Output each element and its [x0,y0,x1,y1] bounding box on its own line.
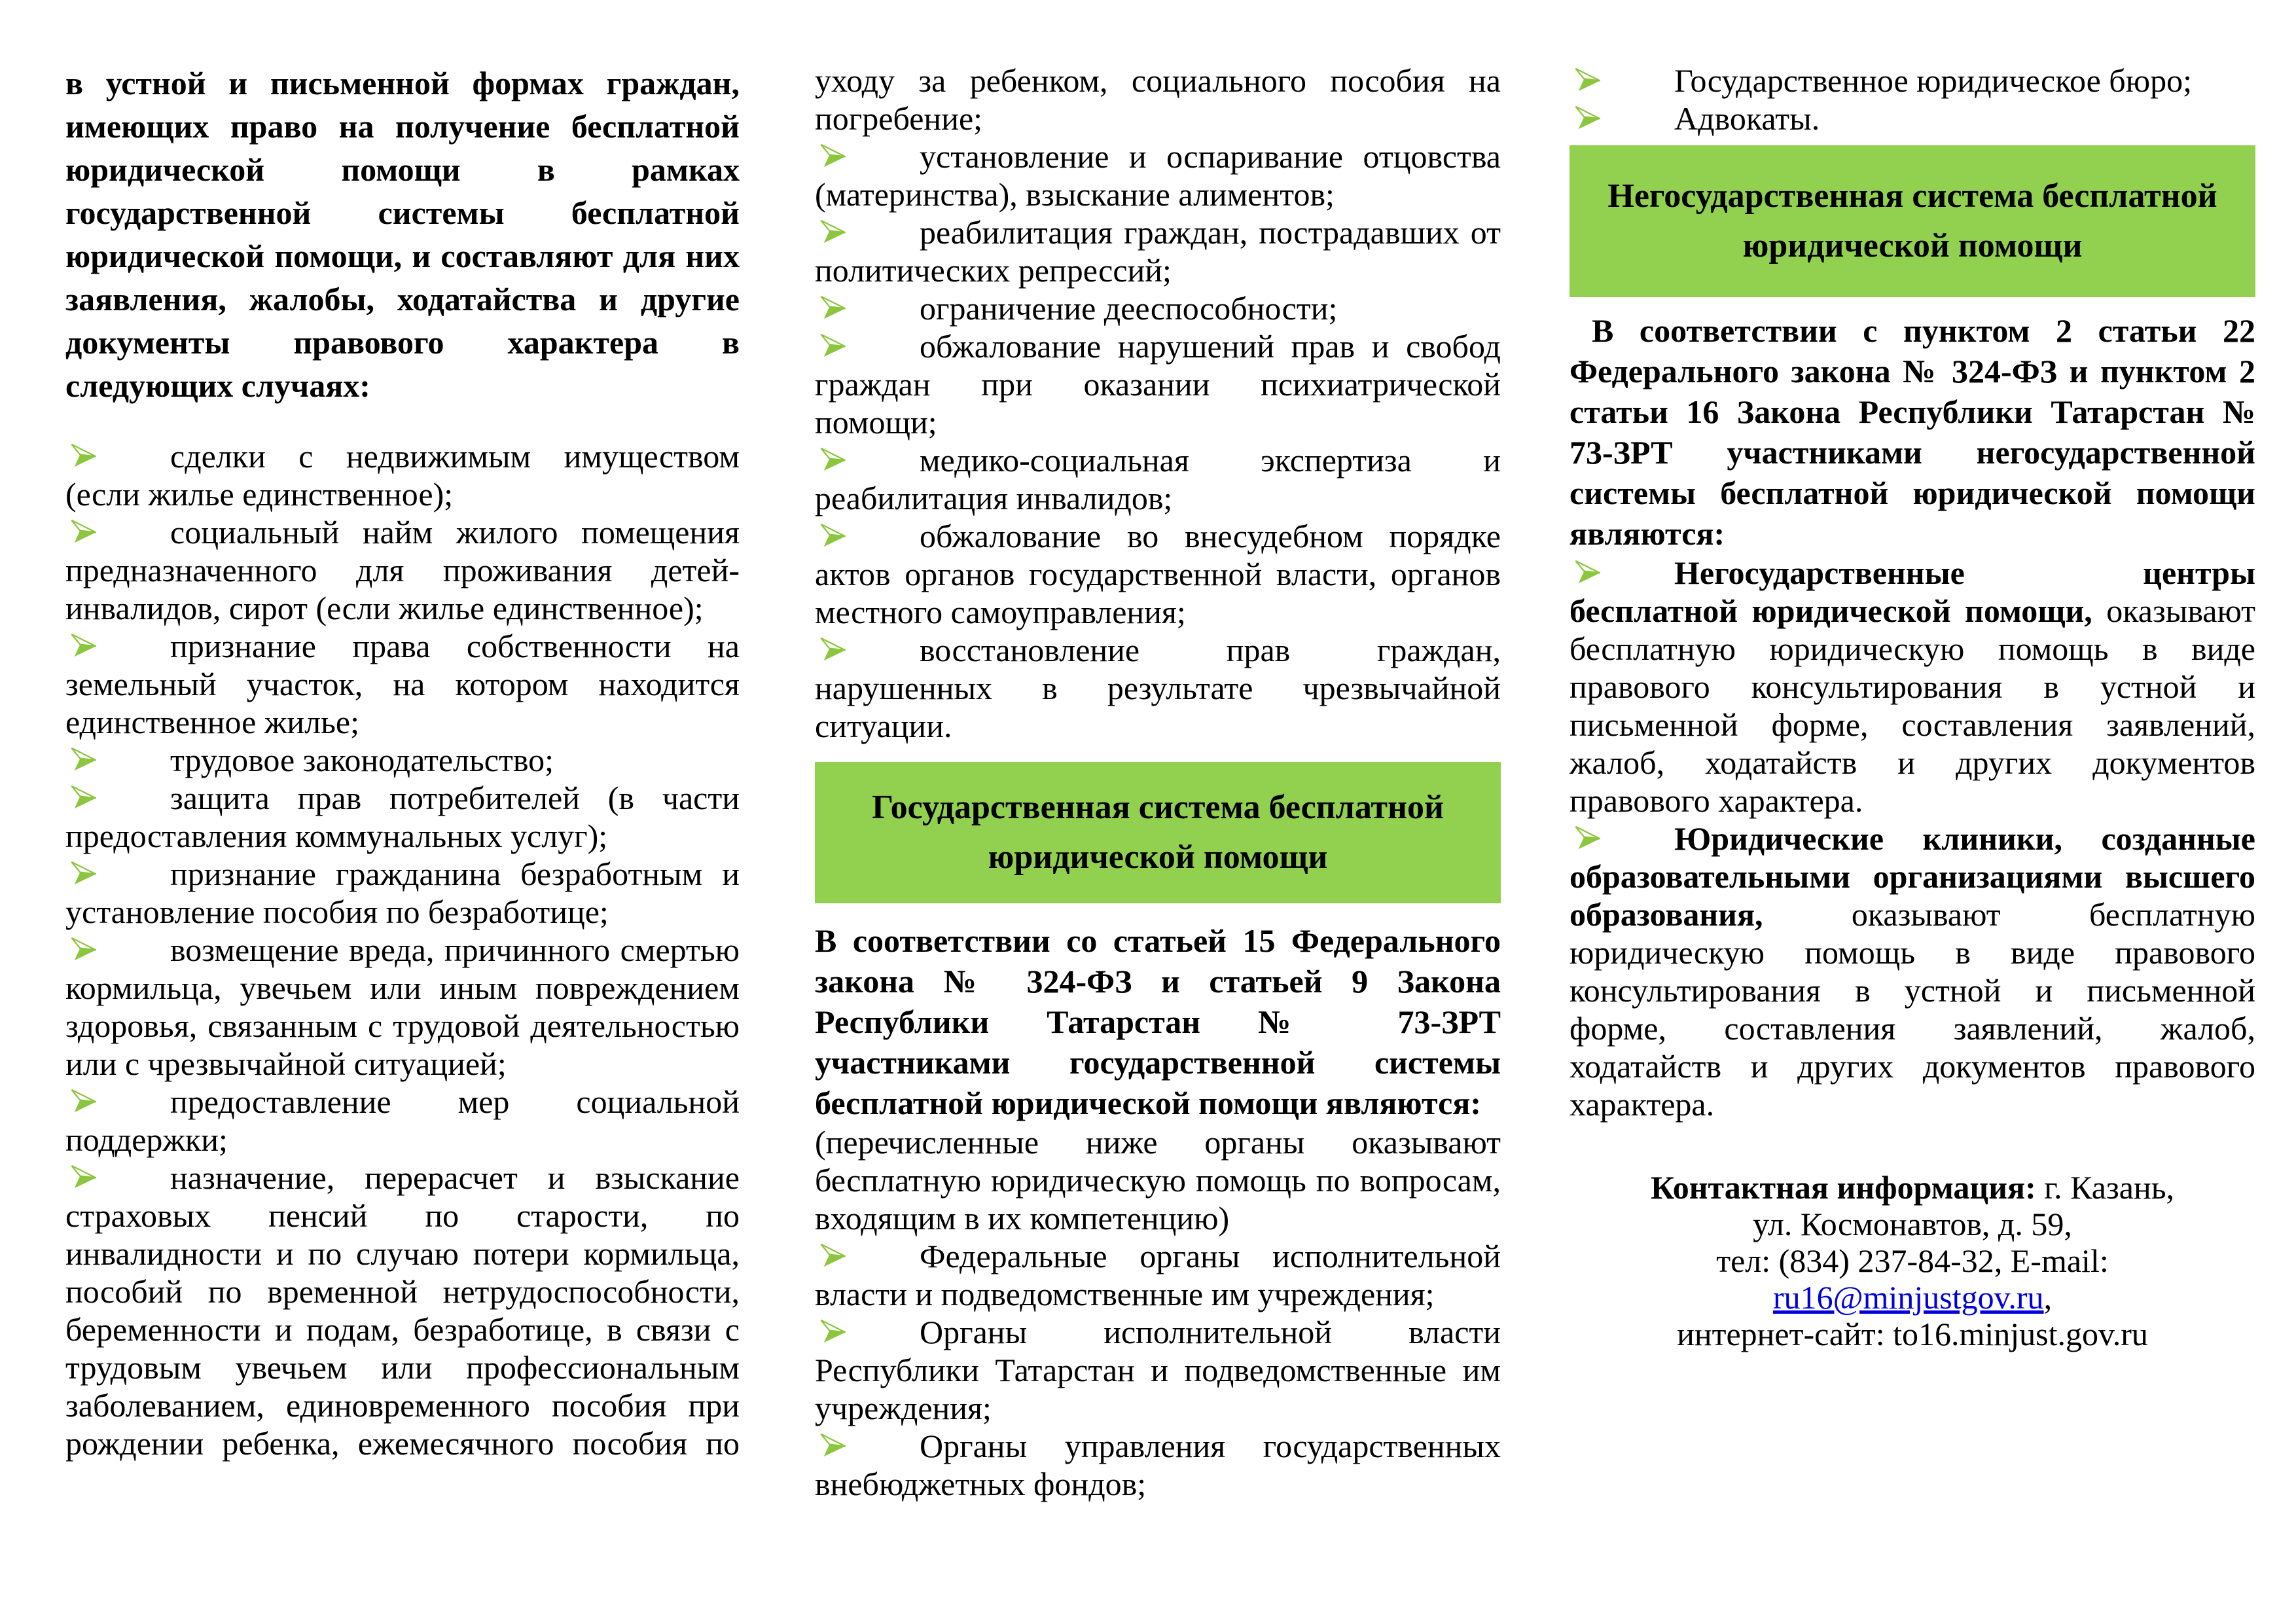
arrow-bullet-icon [819,1318,848,1344]
column-3 [1570,62,2255,1352]
contact-label: Контактная информация: [1650,1169,2036,1206]
bullet-text: медико-социальная экспертиза и реабилитация инвалидов; [815,442,1501,516]
bullet-item [815,327,1501,441]
arrow-bullet-icon [1573,559,1602,585]
arrow-bullet-icon [69,936,98,962]
bullet-item [65,741,740,779]
arrow-bullet-icon [69,1088,98,1114]
contact-line-email [1570,1279,2255,1316]
bullet-item [815,213,1501,289]
email-comma: , [2043,1279,2053,1316]
bullet-item [815,441,1501,517]
continuation-paragraph: уходу за ребенком, социального пособия на погребение; [815,62,1501,137]
bullet-text: Органы исполнительной власти Республики Татарстан и подведомственные им учреждения; [815,1314,1501,1426]
lead-paragraph: в устной и письменной формах граждан, имеющих право на получение бесплатной юридической помощи в рамках государственной системы бесплатной юридической помощи, и составляют для них заявления, жалобы, ходатайства и другие документы правового характера в следующих случаях: [65,65,740,404]
bullet-text: признание права собственности на земельный участок, на котором находится единственное жилье; [65,628,740,740]
bullet-text: обжалование во внесудебном порядке актов органов государственной власти, органов местного самоуправления; [815,518,1501,630]
arrow-bullet-icon [819,143,848,169]
bullet-text: предоставление мер социальной поддержки; [65,1083,740,1158]
bullet-text: реабилитация граждан, пострадавших от политических репрессий; [815,214,1501,289]
bullet-text: оказывают бесплатную юридическую помощь в виде правового консультирования в устной и письменной форме, составления заявлений, жалоб, ходатайств и других документов правового характера. [1570,592,2256,819]
bullet-text: восстановление прав граждан, нарушенных в результате чрезвычайной ситуации. [815,632,1501,744]
bullet-text: трудовое законодательство; [170,742,554,778]
bullet-text: оказывают бесплатную юридическую помощь в виде правового консультирования в устной и письменной форме, составления заявлений, жалоб, ходатайств и других документов правового характера. [1570,896,2255,1123]
bullet-text: обжалование нарушений прав и свобод граждан при оказании психиатрической помощи; [815,328,1501,441]
arrow-bullet-icon [819,522,848,549]
contact-line-street: ул. Космонавтов, д. 59, [1753,1206,2072,1242]
bullet-text: защита прав потребителей (в части предоставления коммунальных услуг); [65,780,740,854]
arrow-bullet-icon [819,636,848,662]
arrow-bullet-icon [69,442,98,469]
arrow-bullet-icon [1573,67,1602,93]
bullet-text: возмещение вреда, причинного смертью кормильца, увечьем или иным повреждением здоровья, связанным с трудовой деятельностью или с чрезвычайной ситуацией; [65,931,740,1082]
bullet-item [815,517,1501,631]
bullet-item [65,779,740,855]
bullet-text: сделки с недвижимым имуществом (если жилье единственное); [65,438,740,513]
bullet-text-bold: Негосударственные центры бесплатной юридической помощи, [1570,554,2255,629]
arrow-bullet-icon [1573,105,1602,131]
arrow-bullet-icon [69,860,98,886]
bullet-item [815,1427,1501,1503]
column-1 [65,62,740,1462]
bullet-item [1570,62,2255,99]
arrow-bullet-icon [69,784,98,810]
nonstate-system-lead: В соответствии с пунктом 2 статьи 22 Федерального закона № 324-ФЗ и пунктом 2 статьи 16 Закона Республики Татарстан № 73-ЗРТ участниками негосударственной системы бесплатной юридической помощи являются: [1570,312,2255,552]
bullet-item [1570,99,2255,137]
bullet-text: установление и оспаривание отцовства (материнства), взыскание алиментов; [815,138,1501,213]
state-system-lead: В соответствии со статьей 15 Федерального закона № 324-ФЗ и статьей 9 Закона Республики Татарстан № 73-ЗРТ участниками государственной системы бесплатной юридической помощи являются: [815,922,1501,1121]
bullet-text: Адвокаты. [1674,100,1820,137]
arrow-bullet-icon [819,446,848,473]
arrow-bullet-icon [1573,825,1602,851]
bullet-item [1570,554,2255,820]
bullet-text: признание гражданина безработным и установление пособия по безработице; [65,856,740,930]
bullet-text: назначение, перерасчет и взыскание страховых пенсий по старости, по инвалидности и по случаю потери кормильца, пособий по временной нетрудоспособности, беременности и подам, безработице, в связи с трудовым увечьем или профессиональным заболеванием, единовременного пособия при рождении ребенка, ежемесячного пособия по [65,1159,740,1462]
email-link[interactable]: ru16@minjustgov.ru [1772,1279,2044,1316]
arrow-bullet-icon [69,1164,98,1190]
bullet-text: социальный найм жилого помещения предназначенного для проживания детей-инвалидов, сирот (если жилье единственное); [65,514,740,626]
bullet-item [65,931,740,1083]
bullet-text: ограничение дееспособности; [920,290,1338,327]
bullet-text: Органы управления государственных внебюджетных фондов; [815,1428,1501,1502]
bullet-item [815,1313,1501,1427]
contact-line-website: интернет-сайт: to16.minjust.gov.ru [1677,1316,2148,1352]
arrow-bullet-icon [69,746,98,772]
bullet-item [815,631,1501,745]
header-nonstate-system: Негосударственная система бесплатной юридической помощи [1570,145,2255,297]
bullet-item [65,437,740,513]
bullet-item [815,289,1501,327]
contact-line-city [1570,1169,2255,1206]
arrow-bullet-icon [819,295,848,321]
arrow-bullet-icon [69,518,98,545]
state-system-note: (перечисленные ниже органы оказывают бесплатную юридическую помощь по вопросам, входящим в их компетенцию) [815,1124,1501,1236]
header-state-system: Государственная система бесплатной юридической помощи [815,762,1501,903]
bullet-item [65,1083,740,1159]
bullet-item [65,627,740,741]
bullet-item [815,137,1501,213]
contact-line-phone: тел: (834) 237-84-32, E-mail: [1716,1242,2109,1279]
bullet-item [65,513,740,627]
contact-city: г. Казань, [2036,1169,2175,1206]
bullet-text: Федеральные органы исполнительной власти и подведомственные им учреждения; [815,1238,1501,1312]
arrow-bullet-icon [69,632,98,659]
bullet-item [815,1237,1501,1313]
bullet-text: Государственное юридическое бюро; [1674,62,2192,99]
bullet-item [1570,820,2255,1123]
arrow-bullet-icon [819,1432,848,1458]
contact-info [1570,1169,2255,1352]
bullet-text-bold: Юридические клиники, созданные образовательными организациями высшего образования, [1570,820,2255,933]
arrow-bullet-icon [819,1242,848,1269]
arrow-bullet-icon [819,333,848,359]
bullet-item [65,855,740,931]
arrow-bullet-icon [819,219,848,245]
bullet-item [65,1159,740,1462]
column-2 [815,62,1501,1503]
